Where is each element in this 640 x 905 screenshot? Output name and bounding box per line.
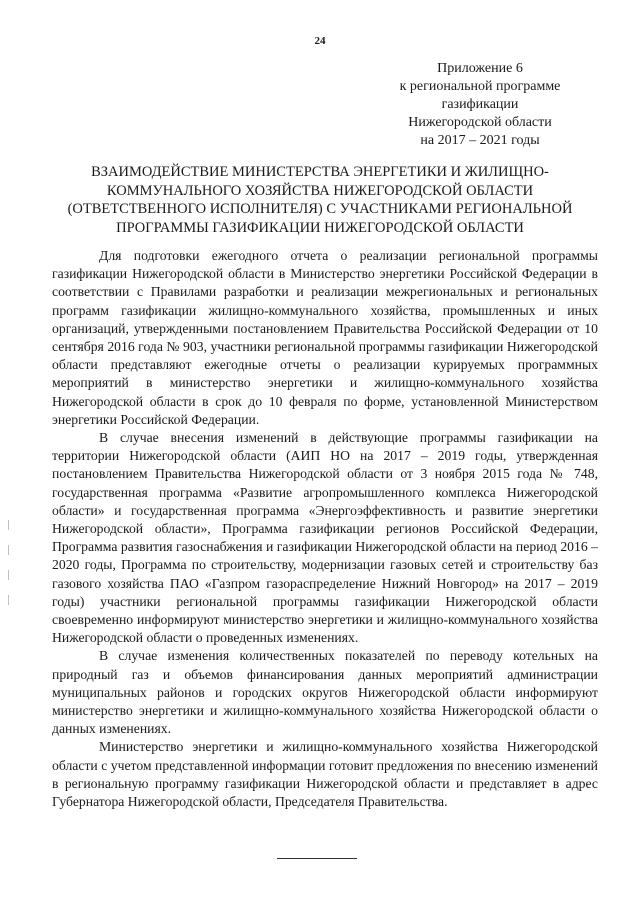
title-line: ПРОГРАММЫ ГАЗИФИКАЦИИ НИЖЕГОРОДСКОЙ ОБЛАСТИ bbox=[116, 219, 524, 236]
scan-artifact bbox=[8, 570, 9, 580]
scan-artifact bbox=[8, 520, 9, 530]
body-paragraph: В случае внесения изменений в действующие программы газификации на территории Нижегородской области (АИП НО на 2017 – 2019 годы, утвержденная постановлением Правительства Нижегородской области от 3 ноября 2015 года № 748, государственная программа «Развитие агропромышленного комплекса Нижегородской области» и государственная программа «Энергоэффективность и развитие энергетики Нижегородской области», Программа газификации регионов Российской Федерации, Программа развития газоснабжения и газификации Нижегородской области на период 2016 – 2020 годы, Программа по строительству, модернизации газовых сетей и строительству баз газового хозяйства ПАО «Газпром газораспределение Нижний Новгород» на 2017 – 2019 годы) участники региональной программы газификации Нижегородской области своевременно информируют министерство энергетики и жилищно-коммунального хозяйства Нижегородской области о проведенных изменениях. bbox=[52, 430, 598, 646]
scan-artifact bbox=[8, 545, 9, 555]
document-title bbox=[55, 163, 585, 237]
document-body bbox=[52, 247, 598, 811]
appendix-line: к региональной программе bbox=[399, 79, 561, 94]
body-paragraph: Для подготовки ежегодного отчета о реализации региональной программы газификации Нижегородской области в Министерство энергетики Российской Федерации в соответствии с Правилами разработки и реализации межрегиональных и региональных программ газификации жилищно-коммунального хозяйства, промышленных и иных организаций, утвержденными постановлением Правительства Российской Федерации от 10 сентября 2016 года № 903, участники региональной программы газификации Нижегородской области представляют ежегодные отчеты о реализации курируемых программных мероприятий в министерство энергетики и жилищно-коммунального хозяйства Нижегородской области в срок до 10 февраля по форме, установленной Министерством энергетики Российской Федерации. bbox=[52, 248, 598, 427]
body-paragraph: В случае изменения количественных показателей по переводу котельных на природный газ и объемов финансирования данных мероприятий администрации муниципальных районов и городских округов Нижегородской области информируют министерство энергетики и жилищно-коммунального хозяйства Нижегородской области о данных изменениях. bbox=[52, 648, 598, 737]
scan-artifact bbox=[8, 595, 9, 605]
appendix-line: Приложение 6 bbox=[437, 61, 523, 76]
title-line: (ОТВЕТСТВЕННОГО ИСПОЛНИТЕЛЯ) С УЧАСТНИКАМИ РЕГИОНАЛЬНОЙ bbox=[67, 201, 573, 217]
body-paragraph: Министерство энергетики и жилищно-коммунального хозяйства Нижегородской области с учетом представленной информации готовит предложения по внесению изменений в региональную программу газификации Нижегородской области и представляет в адрес Губернатора Нижегородской области, Председателя Правительства. bbox=[52, 739, 598, 810]
page-number: 24 bbox=[314, 35, 326, 47]
appendix-line: газификации bbox=[441, 97, 519, 112]
title-line: ВЗАИМОДЕЙСТВИЕ МИНИСТЕРСТВА ЭНЕРГЕТИКИ И ЖИЛИЩНО- bbox=[91, 164, 549, 180]
appendix-caption bbox=[380, 60, 580, 150]
closing-divider bbox=[277, 858, 357, 859]
title-line: КОММУНАЛЬНОГО ХОЗЯЙСТВА НИЖЕГОРОДСКОЙ ОБЛАСТИ bbox=[106, 182, 534, 199]
appendix-line: на 2017 – 2021 годы bbox=[420, 133, 540, 148]
appendix-line: Нижегородской области bbox=[408, 115, 552, 130]
